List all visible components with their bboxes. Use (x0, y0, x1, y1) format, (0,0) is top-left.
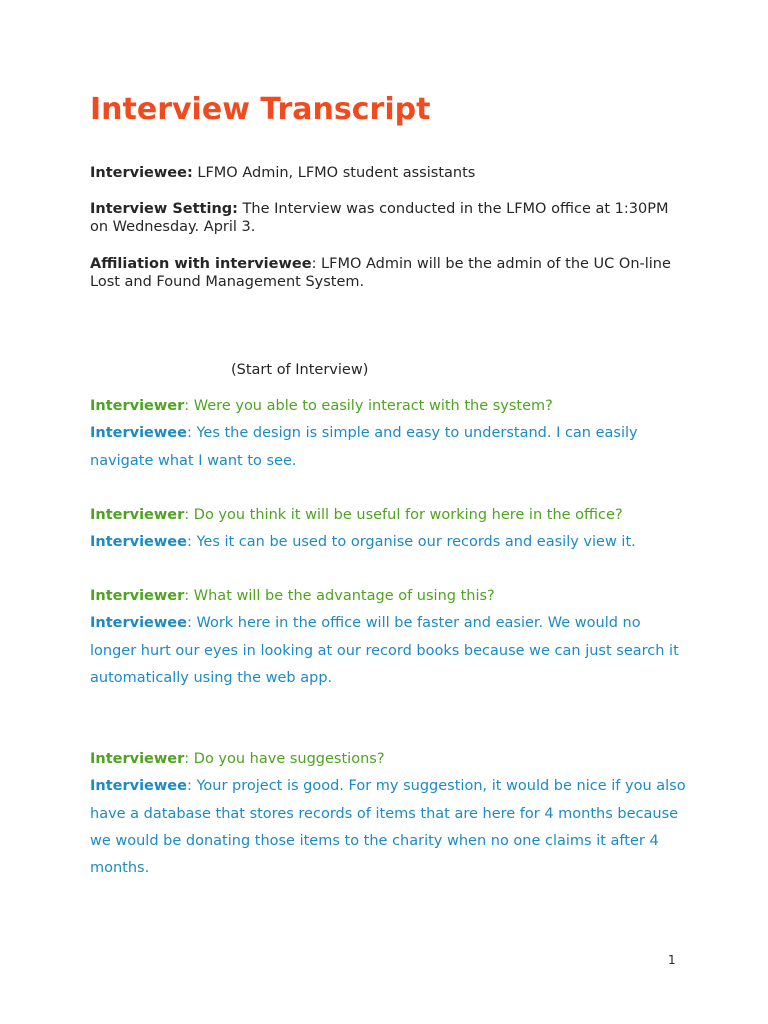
question-2 (90, 502, 690, 529)
setting-label: Interview Setting: (90, 201, 238, 217)
interviewee-label: Interviewee: (90, 165, 193, 181)
interviewee-speaker: Interviewee (90, 425, 187, 442)
interviewer-speaker: Interviewer (90, 507, 185, 523)
question-text: : Were you able to easily interact with the system? (184, 398, 553, 414)
exchange-1 (90, 393, 690, 475)
setting-value: The Interview was conducted in the LFMO office at 1:30PM on Wednesday. April 3. (90, 201, 669, 235)
question-text: : What will be the advantage of using this? (184, 588, 495, 604)
interviewer-speaker: Interviewer (90, 398, 185, 414)
start-of-interview-marker: (Start of Interview) (231, 362, 369, 378)
answer-text: : Work here in the office will be faster and easier. We would no longer hurt our eyes in looking at our record books because we can just search it automatically using the web app. (90, 615, 679, 686)
interviewer-speaker: Interviewer (90, 588, 185, 604)
answer-text: : Your project is good. For my suggestion, it would be nice if you also have a database that stores records of items that are here for 4 months because we would be donating those items to the charity when no one claims it after 4 months. (90, 778, 686, 877)
question-3 (90, 583, 690, 610)
interviewee-speaker: Interviewee (90, 615, 187, 632)
interviewee-speaker: Interviewee (90, 534, 187, 551)
question-1 (90, 393, 690, 420)
answer-3 (90, 610, 690, 692)
exchange-4 (90, 746, 690, 882)
answer-4 (90, 773, 690, 882)
affiliation-line (90, 255, 680, 291)
question-text: : Do you think it will be useful for working here in the office? (184, 507, 623, 523)
setting-line (90, 200, 680, 236)
affiliation-label: Affiliation with interviewee (90, 256, 312, 272)
interviewer-speaker: Interviewer (90, 751, 185, 767)
question-4 (90, 746, 690, 773)
exchange-3 (90, 583, 690, 692)
answer-2 (90, 529, 690, 556)
answer-1 (90, 420, 690, 475)
interviewee-value: LFMO Admin, LFMO student assistants (192, 165, 476, 181)
answer-text: : Yes the design is simple and easy to understand. I can easily navigate what I want to see. (90, 425, 638, 469)
document-title: Interview Transcript (90, 92, 431, 127)
question-text: : Do you have suggestions? (184, 751, 385, 767)
exchange-2 (90, 502, 690, 557)
answer-text: : Yes it can be used to organise our records and easily view it. (186, 534, 636, 551)
interviewee-speaker: Interviewee (90, 778, 187, 795)
affiliation-value: : LFMO Admin will be the admin of the UC On-line Lost and Found Management System. (90, 256, 671, 290)
interviewee-line (90, 164, 680, 182)
page-number: 1 (668, 953, 676, 967)
